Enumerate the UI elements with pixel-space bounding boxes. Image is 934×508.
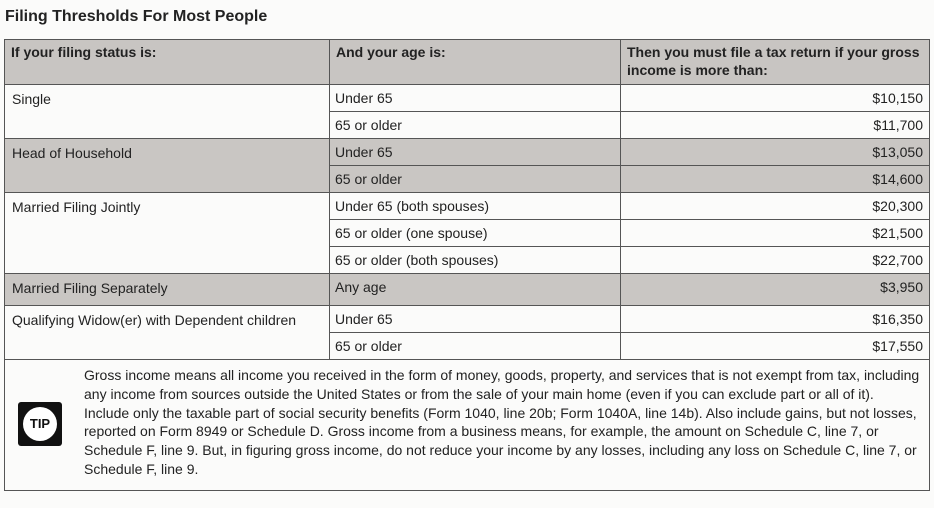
age-cell: Under 65 (330, 139, 621, 166)
age-cell: Under 65 (330, 85, 621, 112)
header-status: If your filing status is: (5, 40, 330, 85)
age-cell: 65 or older (both spouses) (330, 247, 621, 274)
header-age: And your age is: (330, 40, 621, 85)
table-row (5, 193, 930, 220)
age-cell: Under 65 (both spouses) (330, 193, 621, 220)
age-cell: 65 or older (one spouse) (330, 220, 621, 247)
income-threshold: $10,150 (621, 85, 930, 112)
age-cell: 65 or older (330, 166, 621, 193)
table-row (5, 139, 930, 166)
table-row (5, 85, 930, 112)
filing-thresholds-table (4, 39, 930, 491)
table-header (5, 40, 930, 85)
income-threshold: $14,600 (621, 166, 930, 193)
page-title: Filing Thresholds For Most People (5, 8, 268, 25)
income-threshold: $17,550 (621, 333, 930, 360)
age-cell: Under 65 (330, 306, 621, 333)
income-threshold: $3,950 (621, 274, 930, 306)
tip-text: Gross income means all income you received in the form of money, goods, property, and services that is not exempt from tax, including any income from sources outside the United States or from the sale of your main home (even if you can exclude part or all of it). Include only the taxable part of social security benefits (Form 1040, line 20b; Form 1040A, line 14b). Also include gains, but not losses, reported on Form 8949 or Schedule D. Gross income from a business means, for example, the amount on Schedule C, line 7, or Schedule F, line 9. But, in figuring gross income, do not reduce your income by any losses, including any loss on Schedule C, line 7, or Schedule F, line 9. (84, 367, 920, 477)
table-row (5, 306, 930, 333)
income-threshold: $20,300 (621, 193, 930, 220)
age-cell: 65 or older (330, 333, 621, 360)
tip-row (5, 360, 930, 491)
income-threshold: $22,700 (621, 247, 930, 274)
tip-icon: TIP (18, 402, 62, 446)
age-cell: 65 or older (330, 112, 621, 139)
filing-status: Married Filing Separately (5, 274, 330, 306)
income-threshold: $11,700 (621, 112, 930, 139)
income-threshold: $16,350 (621, 306, 930, 333)
header-income: Then you must file a tax return if your gross income is more than: (621, 40, 930, 85)
income-threshold: $13,050 (621, 139, 930, 166)
filing-status: Head of Household (5, 139, 330, 193)
table-row (5, 274, 930, 306)
filing-status: Married Filing Jointly (5, 193, 330, 274)
age-cell: Any age (330, 274, 621, 306)
income-threshold: $21,500 (621, 220, 930, 247)
filing-status: Single (5, 85, 330, 139)
filing-status: Qualifying Widow(er) with Dependent children (5, 306, 330, 360)
